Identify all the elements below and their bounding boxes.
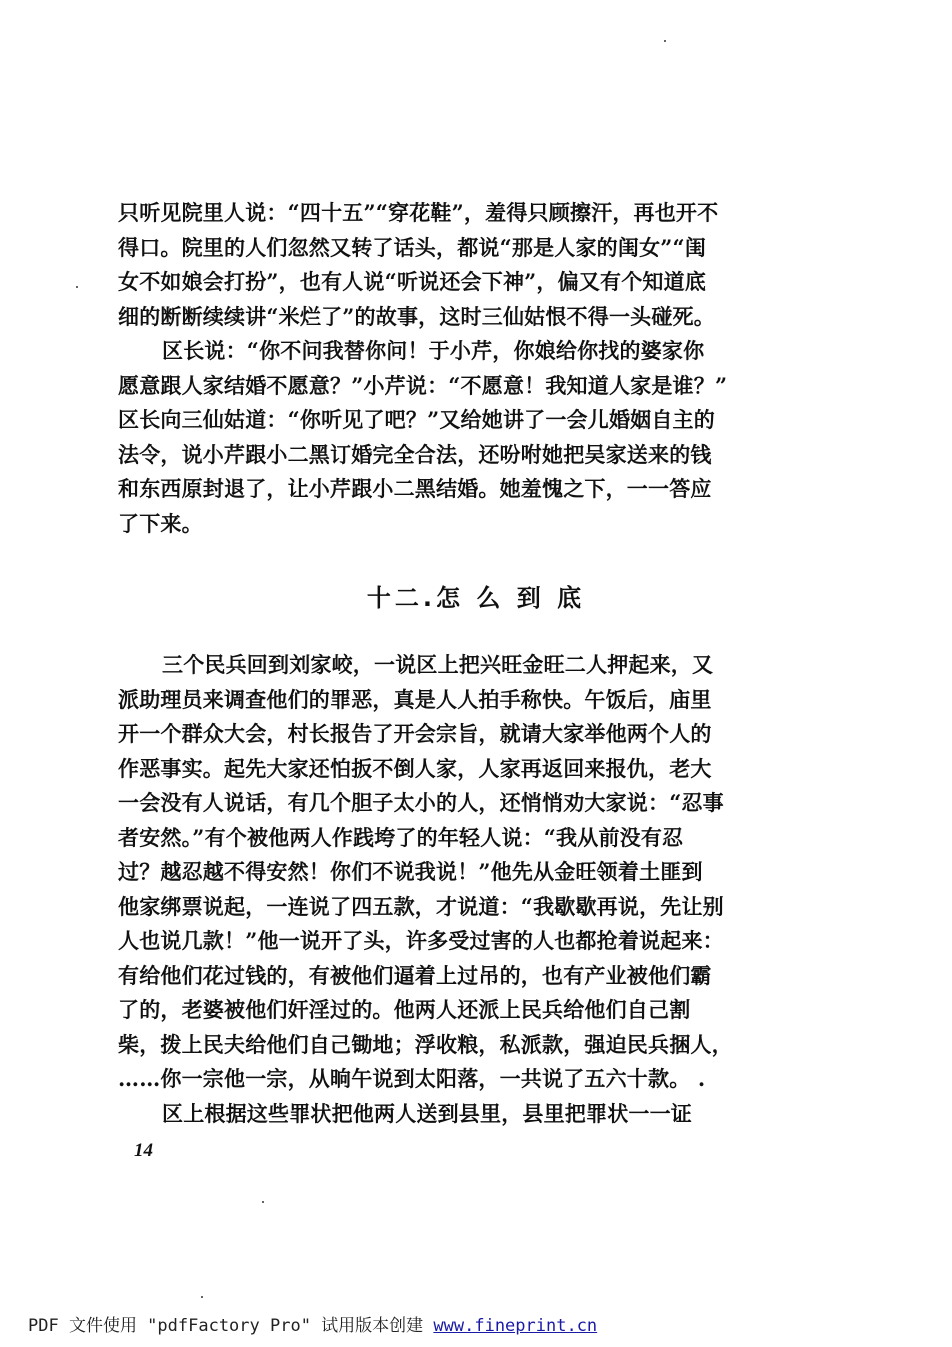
text-line: 开一个群众大会，村长报告了开会宗旨，就请大家举他两个人的 (118, 721, 712, 746)
scan-speck (664, 40, 666, 42)
text-line: 细的断断续续讲“米烂了”的故事，这时三仙姑恨不得一头碰死。 (118, 303, 715, 329)
text-line: 过？越忍越不得安然！你们不说我说！”他先从金旺领着土匪到 (118, 859, 703, 884)
text-line: 三个民兵回到刘家峧，一说区上把兴旺金旺二人押起来，又 (162, 652, 714, 677)
text-line: 只听见院里人说：“四十五”“穿花鞋”，羞得只顾擦汗，再也开不 (118, 200, 719, 225)
paragraph-4 (118, 1097, 758, 1132)
text-line: 区长说：“你不问我替你问！于小芹，你娘给你找的婆家你 (162, 338, 705, 363)
paragraph-3 (118, 648, 758, 1097)
footer-text: PDF 文件使用 "pdfFactory Pro" 试用版本创建 (28, 1316, 434, 1336)
paragraph-1 (118, 196, 758, 334)
text-line: 作恶事实。起先大家还怕扳不倒人家，人家再返回来报仇，老大 (118, 755, 712, 781)
footer-link[interactable]: www.fineprint.cn (433, 1316, 598, 1336)
text-line: 了下来。 (118, 510, 203, 536)
text-line: 派助理员来调查他们的罪恶，真是人人拍手称快。午饭后，庙里 (118, 686, 712, 712)
text-line: 区长向三仙姑道：“你听见了吧？”又给她讲了一会儿婚姻自主的 (118, 407, 715, 432)
text-line: 一会没有人说话，有几个胆子太小的人，还悄悄劝大家说：“忍事 (118, 790, 724, 815)
text-line: 者安然。”有个被他两人作践垮了的年轻人说：“我从前没有忍 (118, 824, 684, 850)
text-line: 区上根据这些罪状把他两人送到县里，县里把罪状一一证 (162, 1101, 692, 1126)
page-number: 14 (134, 1140, 153, 1161)
scan-speck (76, 286, 78, 288)
text-line: 得口。院里的人们忽然又转了话头，都说“那是人家的闺女”“闺 (118, 234, 707, 260)
text-line: 人也说几款！”他一说开了头，许多受过害的人也都抢着说起来： (118, 928, 724, 953)
scan-speck (262, 1201, 264, 1203)
scan-speck (201, 1296, 203, 1298)
text-line: 了的，老婆被他们奸淫过的。他两人还派上民兵给他们自己割 (118, 997, 691, 1022)
text-line: 法令，说小芹跟小二黑订婚完全合法，还吩咐她把吴家送来的钱 (118, 441, 712, 467)
text-line: 和东西原封退了，让小芹跟小二黑结婚。她羞愧之下，一一答应 (118, 476, 712, 501)
pdf-footer (28, 1311, 597, 1336)
text-line: ……你一宗他一宗，从晌午说到太阳落，一共说了五六十款。 . (118, 1066, 706, 1091)
text-line: 他家绑票说起，一连说了四五款，才说道：“我歇歇再说，先让别 (118, 893, 724, 919)
text-line: 愿意跟人家结婚不愿意？”小芹说：“不愿意！我知道人家是谁？” (118, 372, 728, 398)
text-line: 女不如娘会打扮”，也有人说“听说还会下神”，偏又有个知道底 (118, 269, 707, 294)
text-line: 有给他们花过钱的，有被他们逼着上过吊的，也有产业被他们霸 (118, 962, 712, 988)
text-line: 柴，拨上民夫给他们自己锄地；浮收粮，私派款，强迫民兵捆人， (118, 1031, 733, 1057)
chapter-title: 十二.怎 么 到 底 (366, 584, 586, 612)
paragraph-2 (118, 334, 758, 541)
